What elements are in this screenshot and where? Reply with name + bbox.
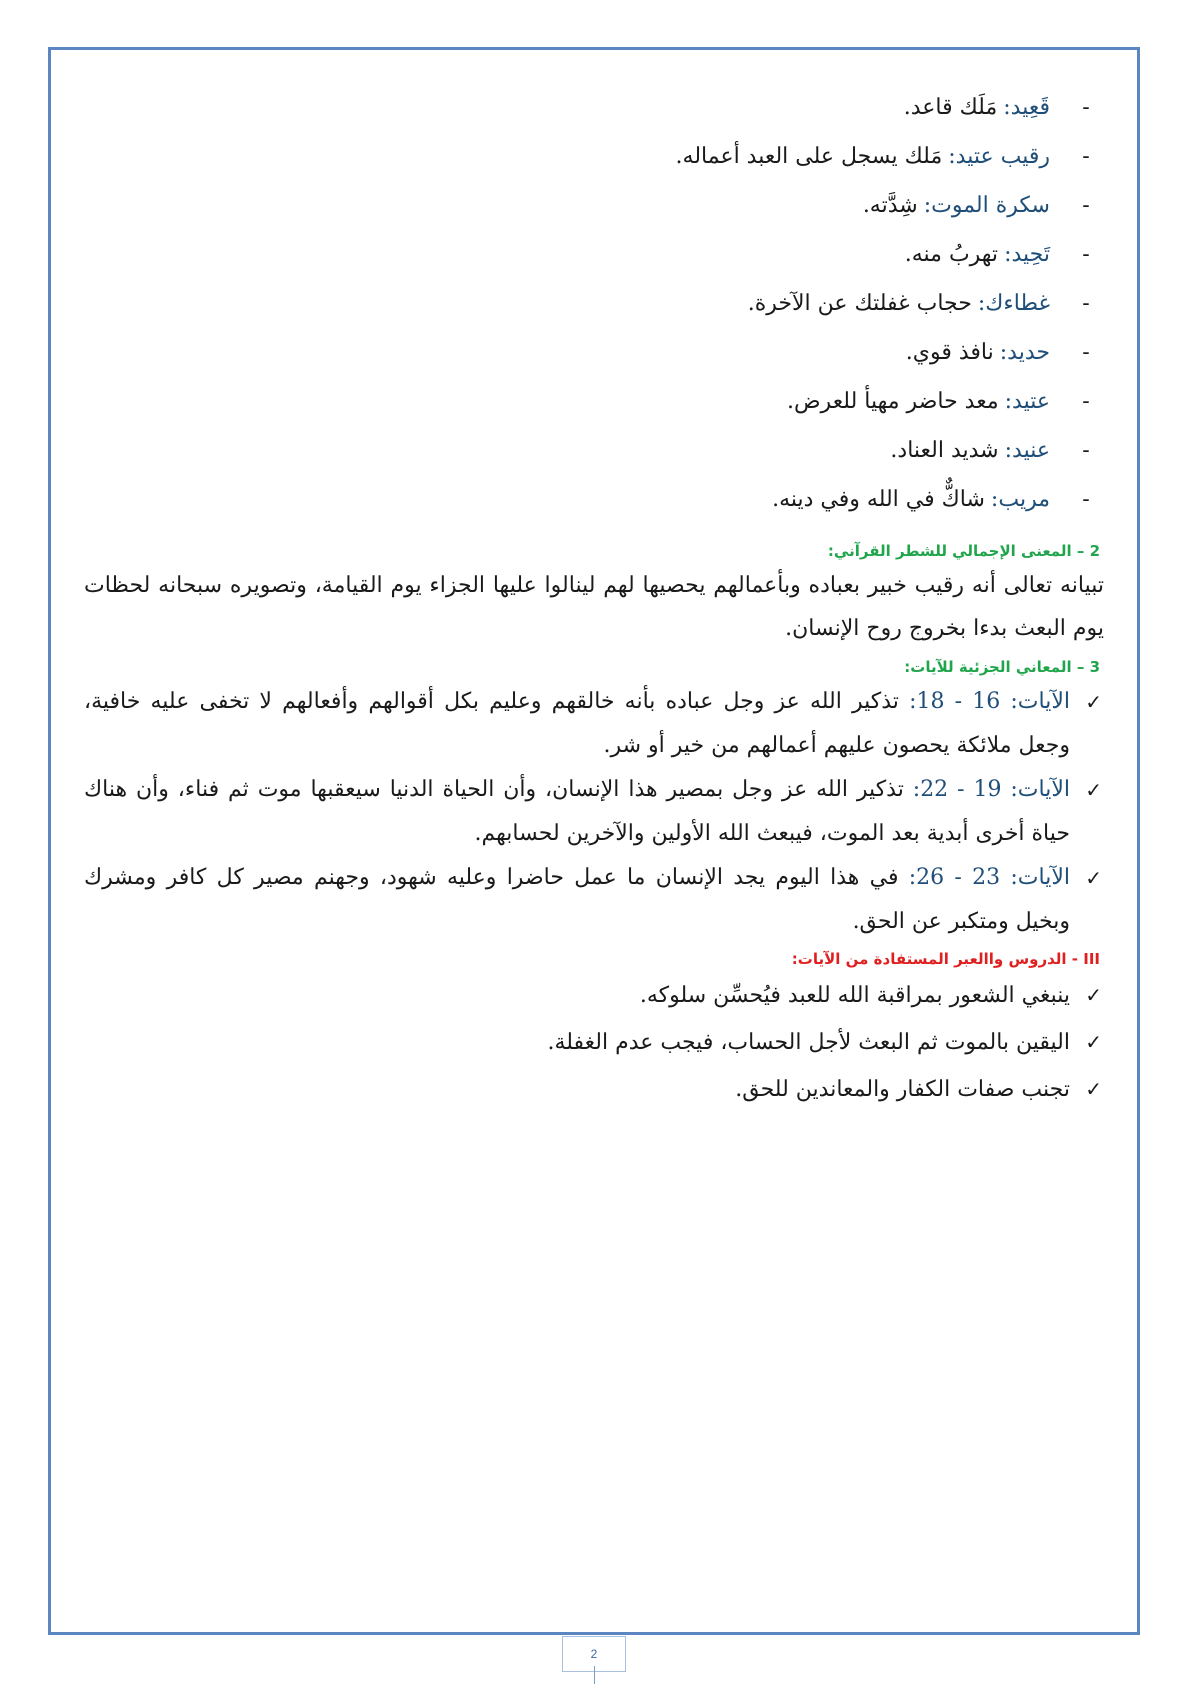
check-icon: ✓ <box>1085 778 1102 802</box>
list-item: ✓ الآيات: 19 - 22: تذكير الله عز وجل بمصير هذا الإنسان، وأن الحياة الدنيا سيعقبها موت ثم فناء، وأن هناك حياة أخرى أبدية بعد الموت، فيبعث الله الأولين والآخرين لحسابهم. <box>84 768 1104 856</box>
document-body <box>84 95 1104 1113</box>
vocab-item: - غطاءك : حجاب غفلتك عن الآخرة. <box>747 291 1090 316</box>
verse-meanings-list <box>84 680 1104 944</box>
section2-heading: 2 – المعنى الإجمالي للشطر القرآني: <box>827 542 1100 560</box>
list-item: ✓ ينبغي الشعور بمراقبة الله للعبد فيُحسِّن سلوكه. <box>84 972 1104 1019</box>
vocab-item: - عتيد : معد حاضر مهيأ للعرض. <box>786 389 1090 414</box>
check-icon: ✓ <box>1085 1030 1102 1054</box>
check-icon: ✓ <box>1085 1077 1102 1101</box>
section3-heading: 3 – المعاني الجزئية للآيات: <box>904 658 1100 676</box>
lessons-list <box>84 972 1104 1113</box>
page-number-tick <box>594 1666 595 1684</box>
vocab-item: - رقيب عتيد : مَلك يسجل على العبد أعماله. <box>675 144 1090 169</box>
list-item: ✓ تجنب صفات الكفار والمعاندين للحق. <box>84 1066 1104 1113</box>
page-number: 2 <box>562 1636 626 1672</box>
vocab-item: - سكرة الموت : شِدَّته. <box>862 193 1090 218</box>
list-item: ✓ الآيات: 16 - 18: تذكير الله عز وجل عباده بأنه خالقهم وعليم بكل أقوالهم وأفعالهم لا تخفى عليه خافية، وجعل ملائكة يحصون عليهم أعمالهم من خير أو شر. <box>84 680 1104 768</box>
lessons-heading: III - الدروس واالعبر المستفادة من الآيات: <box>791 950 1100 968</box>
vocab-item: - مريب : شاكٌّ في الله وفي دينه. <box>772 487 1090 512</box>
vocab-item: - عنيد : شديد العناد. <box>890 438 1090 463</box>
check-icon: ✓ <box>1085 866 1102 890</box>
list-item: ✓ اليقين بالموت ثم البعث لأجل الحساب، فيجب عدم الغفلة. <box>84 1019 1104 1066</box>
check-icon: ✓ <box>1085 983 1102 1007</box>
vocabulary-list <box>84 95 1104 536</box>
section2-text: تبيانه تعالى أنه رقيب خبير بعباده وبأعمالهم يحصيها لهم لينالوا عليها الجزاء يوم القيامة، وتصويره سبحانه لحظات يوم البعث بدءا بخروج روح الإنسان. <box>84 573 1104 641</box>
vocab-item: - حديد : نافذ قوي. <box>905 340 1090 365</box>
vocab-item: - تَحِيد : تهربُ منه. <box>904 242 1090 267</box>
check-icon: ✓ <box>1085 690 1102 714</box>
vocab-item: - قَعِيد : مَلَك قاعد. <box>903 95 1090 120</box>
list-item: ✓ الآيات: 23 - 26: في هذا اليوم يجد الإنسان ما عمل حاضرا وعليه شهود، وجهنم مصير كل كافر ومشرك وبخيل ومتكبر عن الحق. <box>84 856 1104 944</box>
